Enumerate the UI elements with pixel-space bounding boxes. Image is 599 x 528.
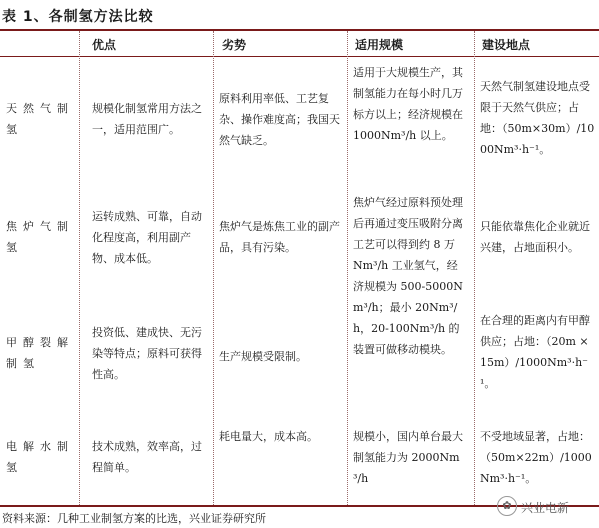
table-row-method: 天然气制氢 (6, 102, 74, 136)
header-scale: 适用规模 (355, 38, 404, 52)
header-site: 建设地点 (482, 38, 531, 52)
column-divider (347, 31, 348, 505)
column-divider (213, 31, 214, 505)
header-disadvantages: 劣势 (222, 38, 247, 52)
source-note: 资料来源：几种工业制氢方案的比选，兴业证券研究所 (2, 512, 266, 525)
table-row-scale: 规模小，国内单台最大制氢能力为 2000Nm³/h (353, 430, 463, 485)
header-advantages: 优点 (92, 38, 117, 52)
column-divider (79, 31, 80, 505)
table-row-disadvantages: 焦炉气是炼焦工业的副产品，具有污染。 (219, 220, 340, 254)
table-row-disadvantages: 耗电量大，成本高。 (219, 430, 318, 443)
table-row-advantages: 投资低、建成快、无污染等特点；原料可获得性高。 (92, 326, 202, 381)
table-row-site: 天然气制氢建设地点受限于天然气供应；占地：（50m×30m）/1000Nm³·h⁻¹。 (480, 80, 595, 156)
table-row-advantages: 技术成熟，效率高，过程简单。 (92, 440, 202, 474)
table-row-site: 不受地域显著，占地：（50m×22m）/1000Nm³·h⁻¹。 (480, 430, 592, 485)
table-row-disadvantages: 原料利用率低、工艺复杂、操作难度高；我国天然气缺乏。 (219, 92, 340, 147)
header-rule (0, 56, 599, 57)
table-title: 表 1、各制氢方法比较 (2, 9, 154, 25)
table-row-scale: 适用于大规模生产，其制氢能力在每小时几万标方以上；经济规模在 1000Nm³/h 以上。 (353, 66, 463, 142)
watermark (497, 493, 595, 523)
table-row-method: 焦炉气制氢 (6, 220, 74, 254)
table-row-scale: 焦炉气经过原料预处理后再通过变压吸附分离工艺可以得到约 8 万 Nm³/h 工业氢气，经济规模为 500-5000Nm³/h；最小 20Nm³/h，20-100Nm³/h 的装置可做移动模块。 (353, 196, 463, 356)
table-row-advantages: 规模化制氢常用方法之一，适用范围广。 (92, 102, 202, 136)
table-row-site: 只能依靠焦化企业就近兴建，占地面积小。 (480, 220, 590, 254)
wechat-account-icon: ✿ (497, 496, 517, 516)
column-divider (474, 31, 475, 505)
top-rule (0, 29, 599, 31)
table-row-site: 在合理的距离内有甲醇供应；占地：（20m × 15m）/1000Nm³·h⁻¹。 (480, 314, 590, 390)
table-row-advantages: 运转成熟、可靠，自动化程度高，利用副产物、成本低。 (92, 210, 202, 265)
table-row-method: 甲醇裂解制氢 (6, 336, 74, 370)
watermark-text: 兴业电新 (521, 501, 570, 515)
table-row-disadvantages: 生产规模受限制。 (219, 350, 307, 363)
table-row-method: 电解水制氢 (6, 440, 74, 474)
